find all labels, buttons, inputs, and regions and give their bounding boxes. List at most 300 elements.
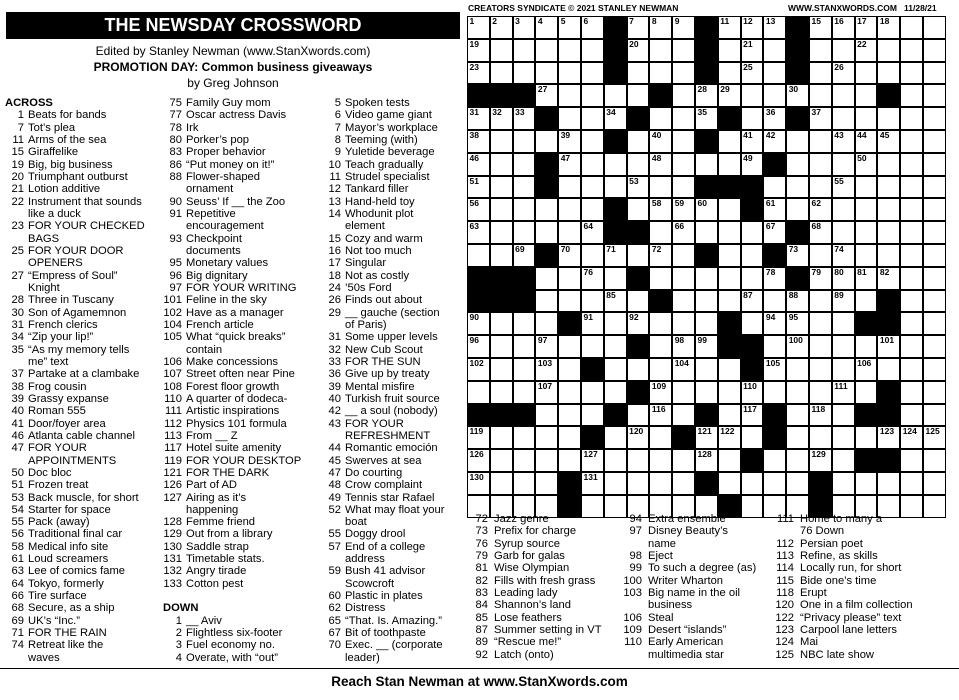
- grid-cell[interactable]: [604, 176, 627, 199]
- grid-cell[interactable]: [649, 381, 672, 404]
- grid-cell[interactable]: [513, 130, 536, 153]
- grid-cell[interactable]: [786, 472, 809, 495]
- grid-cell[interactable]: [558, 153, 581, 176]
- grid-cell[interactable]: [718, 358, 741, 381]
- grid-cell[interactable]: [855, 267, 878, 290]
- grid-cell[interactable]: [763, 267, 786, 290]
- grid-cell[interactable]: [786, 290, 809, 313]
- grid-cell[interactable]: [581, 39, 604, 62]
- grid-cell[interactable]: [809, 404, 832, 427]
- grid-cell[interactable]: [672, 198, 695, 221]
- grid-cell[interactable]: [923, 39, 946, 62]
- grid-cell[interactable]: [649, 130, 672, 153]
- grid-cell[interactable]: [467, 449, 490, 472]
- grid-cell[interactable]: [923, 472, 946, 495]
- grid-cell[interactable]: [467, 62, 490, 85]
- grid-cell[interactable]: [741, 244, 764, 267]
- grid-cell[interactable]: [627, 312, 650, 335]
- grid-cell[interactable]: [809, 16, 832, 39]
- grid-cell[interactable]: [900, 221, 923, 244]
- grid-cell[interactable]: [490, 449, 513, 472]
- grid-cell[interactable]: [855, 107, 878, 130]
- grid-cell[interactable]: [855, 426, 878, 449]
- grid-cell[interactable]: [558, 62, 581, 85]
- grid-cell[interactable]: [877, 198, 900, 221]
- grid-cell[interactable]: [855, 358, 878, 381]
- grid-cell[interactable]: [627, 404, 650, 427]
- grid-cell[interactable]: [490, 221, 513, 244]
- grid-cell[interactable]: [741, 267, 764, 290]
- grid-cell[interactable]: [900, 84, 923, 107]
- grid-cell[interactable]: [900, 267, 923, 290]
- grid-cell[interactable]: [809, 39, 832, 62]
- grid-cell[interactable]: [513, 39, 536, 62]
- grid-cell[interactable]: [809, 381, 832, 404]
- grid-cell[interactable]: [741, 472, 764, 495]
- grid-cell[interactable]: [558, 107, 581, 130]
- grid-cell[interactable]: [467, 244, 490, 267]
- grid-cell[interactable]: [627, 153, 650, 176]
- grid-cell[interactable]: [513, 221, 536, 244]
- grid-cell[interactable]: [832, 290, 855, 313]
- grid-cell[interactable]: [832, 130, 855, 153]
- grid-cell[interactable]: [558, 130, 581, 153]
- grid-cell[interactable]: [467, 107, 490, 130]
- grid-cell[interactable]: [763, 449, 786, 472]
- grid-cell[interactable]: [604, 290, 627, 313]
- grid-cell[interactable]: [604, 472, 627, 495]
- grid-cell[interactable]: [558, 381, 581, 404]
- grid-cell[interactable]: [535, 39, 558, 62]
- grid-cell[interactable]: [741, 221, 764, 244]
- grid-cell[interactable]: [855, 84, 878, 107]
- grid-cell[interactable]: [718, 381, 741, 404]
- grid-cell[interactable]: [923, 358, 946, 381]
- grid-cell[interactable]: [900, 244, 923, 267]
- grid-cell[interactable]: [535, 62, 558, 85]
- grid-cell[interactable]: [581, 176, 604, 199]
- grid-cell[interactable]: [490, 312, 513, 335]
- grid-cell[interactable]: [490, 244, 513, 267]
- grid-cell[interactable]: [467, 358, 490, 381]
- grid-cell[interactable]: [718, 449, 741, 472]
- grid-cell[interactable]: [467, 472, 490, 495]
- grid-cell[interactable]: [718, 244, 741, 267]
- grid-cell[interactable]: [786, 404, 809, 427]
- grid-cell[interactable]: [627, 244, 650, 267]
- grid-cell[interactable]: [809, 130, 832, 153]
- grid-cell[interactable]: [513, 62, 536, 85]
- grid-cell[interactable]: [695, 198, 718, 221]
- grid-cell[interactable]: [763, 472, 786, 495]
- grid-cell[interactable]: [923, 426, 946, 449]
- grid-cell[interactable]: [832, 312, 855, 335]
- grid-cell[interactable]: [786, 198, 809, 221]
- grid-cell[interactable]: [581, 449, 604, 472]
- grid-cell[interactable]: [513, 244, 536, 267]
- grid-cell[interactable]: [809, 221, 832, 244]
- grid-cell[interactable]: [923, 267, 946, 290]
- grid-cell[interactable]: [832, 404, 855, 427]
- grid-cell[interactable]: [627, 62, 650, 85]
- grid-cell[interactable]: [718, 290, 741, 313]
- grid-cell[interactable]: [695, 335, 718, 358]
- grid-cell[interactable]: [490, 472, 513, 495]
- grid-cell[interactable]: [604, 84, 627, 107]
- grid-cell[interactable]: [923, 176, 946, 199]
- grid-cell[interactable]: [672, 39, 695, 62]
- grid-cell[interactable]: [558, 221, 581, 244]
- grid-cell[interactable]: [695, 107, 718, 130]
- grid-cell[interactable]: [581, 84, 604, 107]
- grid-cell[interactable]: [809, 153, 832, 176]
- grid-cell[interactable]: [535, 449, 558, 472]
- grid-cell[interactable]: [855, 221, 878, 244]
- grid-cell[interactable]: [558, 244, 581, 267]
- grid-cell[interactable]: [649, 312, 672, 335]
- grid-cell[interactable]: [809, 449, 832, 472]
- grid-cell[interactable]: [718, 153, 741, 176]
- grid-cell[interactable]: [900, 381, 923, 404]
- grid-cell[interactable]: [558, 198, 581, 221]
- grid-cell[interactable]: [832, 381, 855, 404]
- grid-cell[interactable]: [467, 426, 490, 449]
- grid-cell[interactable]: [900, 176, 923, 199]
- grid-cell[interactable]: [604, 153, 627, 176]
- grid-cell[interactable]: [627, 358, 650, 381]
- grid-cell[interactable]: [832, 16, 855, 39]
- grid-cell[interactable]: [535, 267, 558, 290]
- grid-cell[interactable]: [809, 198, 832, 221]
- grid-cell[interactable]: [741, 312, 764, 335]
- grid-cell[interactable]: [649, 358, 672, 381]
- grid-cell[interactable]: [672, 153, 695, 176]
- grid-cell[interactable]: [695, 381, 718, 404]
- grid-cell[interactable]: [923, 16, 946, 39]
- grid-cell[interactable]: [923, 335, 946, 358]
- grid-cell[interactable]: [786, 335, 809, 358]
- grid-cell[interactable]: [718, 130, 741, 153]
- grid-cell[interactable]: [513, 426, 536, 449]
- grid-cell[interactable]: [581, 290, 604, 313]
- grid-cell[interactable]: [763, 84, 786, 107]
- grid-cell[interactable]: [741, 39, 764, 62]
- grid-cell[interactable]: [649, 176, 672, 199]
- grid-cell[interactable]: [923, 107, 946, 130]
- grid-cell[interactable]: [467, 198, 490, 221]
- grid-cell[interactable]: [672, 107, 695, 130]
- grid-cell[interactable]: [741, 426, 764, 449]
- grid-cell[interactable]: [581, 335, 604, 358]
- grid-cell[interactable]: [513, 107, 536, 130]
- grid-cell[interactable]: [832, 244, 855, 267]
- grid-cell[interactable]: [923, 244, 946, 267]
- grid-cell[interactable]: [581, 381, 604, 404]
- grid-cell[interactable]: [877, 130, 900, 153]
- grid-cell[interactable]: [467, 16, 490, 39]
- grid-cell[interactable]: [672, 358, 695, 381]
- grid-cell[interactable]: [923, 449, 946, 472]
- grid-cell[interactable]: [718, 198, 741, 221]
- grid-cell[interactable]: [786, 381, 809, 404]
- grid-cell[interactable]: [741, 130, 764, 153]
- grid-cell[interactable]: [786, 358, 809, 381]
- grid-cell[interactable]: [558, 358, 581, 381]
- grid-cell[interactable]: [741, 84, 764, 107]
- grid-cell[interactable]: [649, 153, 672, 176]
- grid-cell[interactable]: [877, 16, 900, 39]
- grid-cell[interactable]: [741, 290, 764, 313]
- grid-cell[interactable]: [558, 84, 581, 107]
- grid-cell[interactable]: [581, 267, 604, 290]
- grid-cell[interactable]: [672, 130, 695, 153]
- grid-cell[interactable]: [649, 335, 672, 358]
- grid-cell[interactable]: [832, 426, 855, 449]
- grid-cell[interactable]: [649, 16, 672, 39]
- grid-cell[interactable]: [718, 472, 741, 495]
- grid-cell[interactable]: [832, 39, 855, 62]
- grid-cell[interactable]: [672, 290, 695, 313]
- grid-cell[interactable]: [855, 130, 878, 153]
- grid-cell[interactable]: [649, 221, 672, 244]
- grid-cell[interactable]: [672, 404, 695, 427]
- grid-cell[interactable]: [786, 176, 809, 199]
- grid-cell[interactable]: [581, 244, 604, 267]
- grid-cell[interactable]: [467, 312, 490, 335]
- grid-cell[interactable]: [672, 176, 695, 199]
- grid-cell[interactable]: [672, 221, 695, 244]
- grid-cell[interactable]: [900, 404, 923, 427]
- grid-cell[interactable]: [627, 290, 650, 313]
- grid-cell[interactable]: [900, 62, 923, 85]
- grid-cell[interactable]: [763, 358, 786, 381]
- grid-cell[interactable]: [855, 290, 878, 313]
- grid-cell[interactable]: [718, 426, 741, 449]
- grid-cell[interactable]: [649, 198, 672, 221]
- grid-cell[interactable]: [604, 381, 627, 404]
- grid-cell[interactable]: [855, 198, 878, 221]
- grid-cell[interactable]: [627, 176, 650, 199]
- grid-cell[interactable]: [786, 244, 809, 267]
- grid-cell[interactable]: [832, 221, 855, 244]
- grid-cell[interactable]: [763, 62, 786, 85]
- grid-cell[interactable]: [832, 449, 855, 472]
- grid-cell[interactable]: [877, 335, 900, 358]
- grid-cell[interactable]: [741, 62, 764, 85]
- grid-cell[interactable]: [558, 404, 581, 427]
- grid-cell[interactable]: [604, 449, 627, 472]
- grid-cell[interactable]: [672, 16, 695, 39]
- grid-cell[interactable]: [695, 221, 718, 244]
- grid-cell[interactable]: [535, 404, 558, 427]
- grid-cell[interactable]: [581, 62, 604, 85]
- grid-cell[interactable]: [855, 472, 878, 495]
- grid-cell[interactable]: [513, 358, 536, 381]
- grid-cell[interactable]: [900, 449, 923, 472]
- grid-cell[interactable]: [558, 267, 581, 290]
- grid-cell[interactable]: [741, 153, 764, 176]
- grid-cell[interactable]: [718, 221, 741, 244]
- grid-cell[interactable]: [490, 62, 513, 85]
- grid-cell[interactable]: [649, 472, 672, 495]
- grid-cell[interactable]: [535, 426, 558, 449]
- grid-cell[interactable]: [877, 358, 900, 381]
- grid-cell[interactable]: [535, 335, 558, 358]
- grid-cell[interactable]: [604, 244, 627, 267]
- grid-cell[interactable]: [672, 312, 695, 335]
- grid-cell[interactable]: [627, 198, 650, 221]
- grid-cell[interactable]: [900, 358, 923, 381]
- grid-cell[interactable]: [467, 130, 490, 153]
- grid-cell[interactable]: [763, 176, 786, 199]
- grid-cell[interactable]: [741, 404, 764, 427]
- grid-cell[interactable]: [832, 84, 855, 107]
- grid-cell[interactable]: [649, 244, 672, 267]
- grid-cell[interactable]: [558, 426, 581, 449]
- grid-cell[interactable]: [718, 62, 741, 85]
- grid-cell[interactable]: [763, 312, 786, 335]
- grid-cell[interactable]: [741, 381, 764, 404]
- grid-cell[interactable]: [718, 267, 741, 290]
- grid-cell[interactable]: [809, 176, 832, 199]
- grid-cell[interactable]: [923, 153, 946, 176]
- grid-cell[interactable]: [877, 62, 900, 85]
- grid-cell[interactable]: [855, 62, 878, 85]
- grid-cell[interactable]: [763, 39, 786, 62]
- grid-cell[interactable]: [763, 16, 786, 39]
- grid-cell[interactable]: [900, 312, 923, 335]
- grid-cell[interactable]: [786, 312, 809, 335]
- grid-cell[interactable]: [558, 176, 581, 199]
- grid-cell[interactable]: [490, 39, 513, 62]
- grid-cell[interactable]: [923, 198, 946, 221]
- grid-cell[interactable]: [490, 381, 513, 404]
- grid-cell[interactable]: [535, 381, 558, 404]
- grid-cell[interactable]: [513, 335, 536, 358]
- grid-cell[interactable]: [741, 16, 764, 39]
- grid-cell[interactable]: [672, 335, 695, 358]
- grid-cell[interactable]: [535, 16, 558, 39]
- grid-cell[interactable]: [604, 426, 627, 449]
- grid-cell[interactable]: [467, 335, 490, 358]
- grid-cell[interactable]: [490, 107, 513, 130]
- grid-cell[interactable]: [809, 267, 832, 290]
- grid-cell[interactable]: [695, 153, 718, 176]
- grid-cell[interactable]: [900, 335, 923, 358]
- grid-cell[interactable]: [558, 290, 581, 313]
- grid-cell[interactable]: [718, 39, 741, 62]
- grid-cell[interactable]: [855, 244, 878, 267]
- grid-cell[interactable]: [877, 244, 900, 267]
- grid-cell[interactable]: [604, 312, 627, 335]
- grid-cell[interactable]: [558, 16, 581, 39]
- grid-cell[interactable]: [513, 16, 536, 39]
- grid-cell[interactable]: [535, 221, 558, 244]
- grid-cell[interactable]: [900, 290, 923, 313]
- grid-cell[interactable]: [467, 381, 490, 404]
- grid-cell[interactable]: [467, 176, 490, 199]
- grid-cell[interactable]: [604, 267, 627, 290]
- grid-cell[interactable]: [786, 426, 809, 449]
- grid-cell[interactable]: [923, 130, 946, 153]
- grid-cell[interactable]: [467, 39, 490, 62]
- grid-cell[interactable]: [513, 449, 536, 472]
- grid-cell[interactable]: [718, 16, 741, 39]
- grid-cell[interactable]: [763, 290, 786, 313]
- grid-cell[interactable]: [855, 153, 878, 176]
- grid-cell[interactable]: [877, 472, 900, 495]
- grid-cell[interactable]: [809, 358, 832, 381]
- grid-cell[interactable]: [900, 130, 923, 153]
- grid-cell[interactable]: [490, 198, 513, 221]
- grid-cell[interactable]: [604, 358, 627, 381]
- grid-cell[interactable]: [900, 16, 923, 39]
- grid-cell[interactable]: [581, 153, 604, 176]
- grid-cell[interactable]: [672, 267, 695, 290]
- grid-cell[interactable]: [900, 107, 923, 130]
- grid-cell[interactable]: [763, 107, 786, 130]
- grid-cell[interactable]: [900, 39, 923, 62]
- grid-cell[interactable]: [558, 335, 581, 358]
- grid-cell[interactable]: [763, 381, 786, 404]
- grid-cell[interactable]: [923, 221, 946, 244]
- grid-cell[interactable]: [627, 130, 650, 153]
- grid-cell[interactable]: [535, 312, 558, 335]
- grid-cell[interactable]: [832, 198, 855, 221]
- grid-cell[interactable]: [558, 449, 581, 472]
- grid-cell[interactable]: [809, 312, 832, 335]
- grid-cell[interactable]: [832, 107, 855, 130]
- grid-cell[interactable]: [672, 381, 695, 404]
- grid-cell[interactable]: [877, 153, 900, 176]
- grid-cell[interactable]: [627, 84, 650, 107]
- grid-cell[interactable]: [513, 381, 536, 404]
- grid-cell[interactable]: [604, 335, 627, 358]
- grid-cell[interactable]: [718, 84, 741, 107]
- grid-cell[interactable]: [809, 84, 832, 107]
- grid-cell[interactable]: [581, 312, 604, 335]
- grid-cell[interactable]: [695, 449, 718, 472]
- grid-cell[interactable]: [490, 358, 513, 381]
- grid-cell[interactable]: [535, 358, 558, 381]
- grid-cell[interactable]: [900, 472, 923, 495]
- grid-cell[interactable]: [832, 267, 855, 290]
- grid-cell[interactable]: [535, 472, 558, 495]
- grid-cell[interactable]: [581, 472, 604, 495]
- grid-cell[interactable]: [877, 426, 900, 449]
- grid-cell[interactable]: [627, 449, 650, 472]
- grid-cell[interactable]: [832, 153, 855, 176]
- grid-cell[interactable]: [490, 176, 513, 199]
- grid-cell[interactable]: [490, 153, 513, 176]
- grid-cell[interactable]: [923, 62, 946, 85]
- grid-cell[interactable]: [649, 426, 672, 449]
- grid-cell[interactable]: [672, 84, 695, 107]
- grid-cell[interactable]: [923, 290, 946, 313]
- grid-cell[interactable]: [695, 267, 718, 290]
- grid-cell[interactable]: [923, 312, 946, 335]
- grid-cell[interactable]: [877, 221, 900, 244]
- grid-cell[interactable]: [581, 198, 604, 221]
- grid-cell[interactable]: [581, 16, 604, 39]
- grid-cell[interactable]: [535, 130, 558, 153]
- grid-cell[interactable]: [672, 244, 695, 267]
- grid-cell[interactable]: [695, 290, 718, 313]
- grid-cell[interactable]: [900, 426, 923, 449]
- grid-cell[interactable]: [627, 426, 650, 449]
- grid-cell[interactable]: [900, 198, 923, 221]
- grid-cell[interactable]: [877, 176, 900, 199]
